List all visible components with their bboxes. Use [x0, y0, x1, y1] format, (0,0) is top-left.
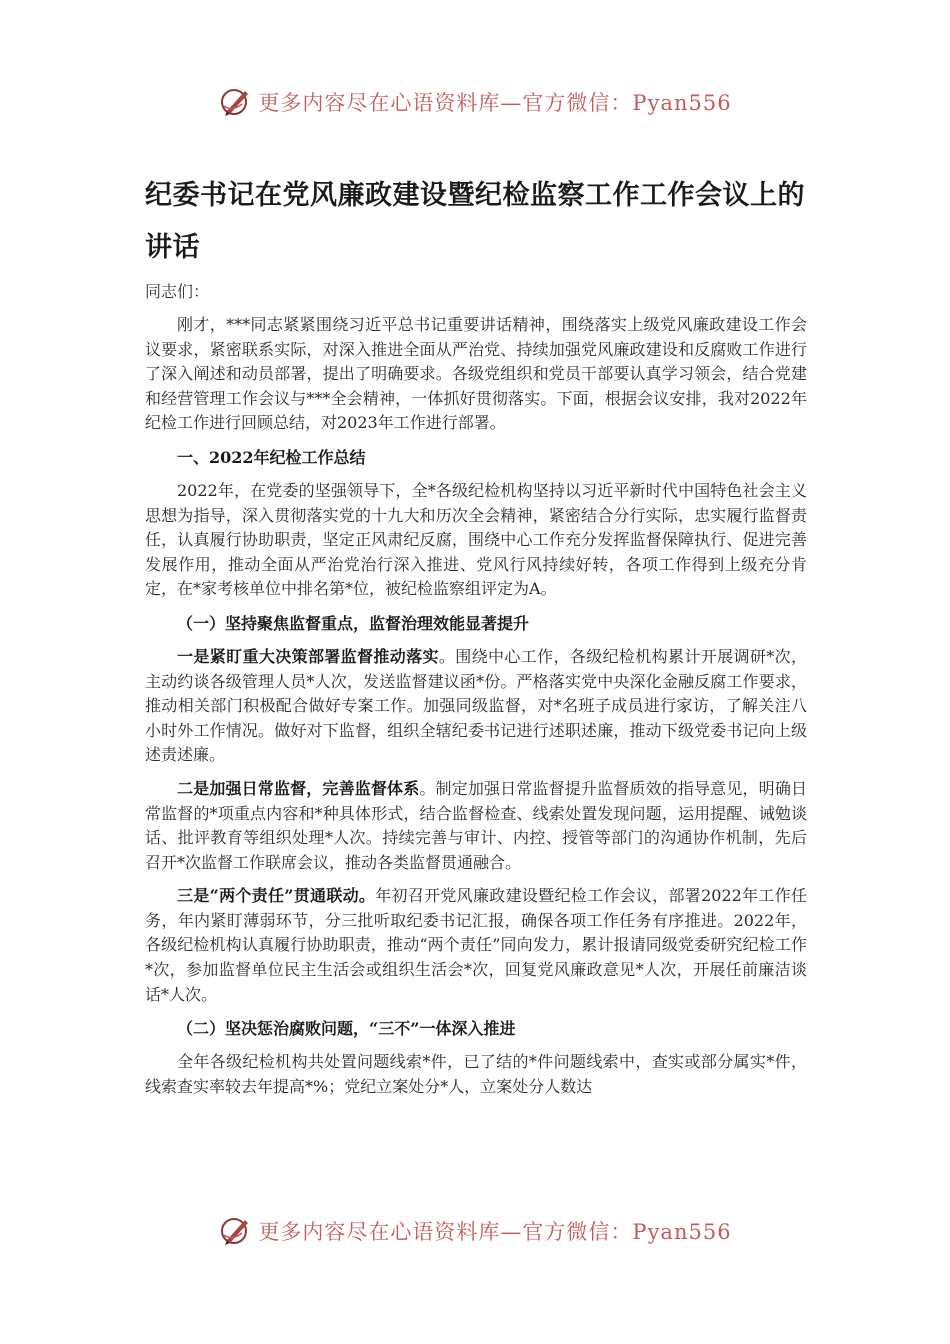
item3-lead: 三是“两个责任”贯通联动。 — [177, 886, 376, 906]
pen-logo-icon — [218, 1213, 254, 1249]
document-title: 纪委书记在党风廉政建设暨纪检监察工作工作会议上的讲话 — [145, 180, 805, 263]
salutation: 同志们： — [145, 282, 210, 301]
pen-logo-icon — [218, 84, 254, 120]
subsection1-heading: （一）坚持聚焦监督重点，监督治理效能显著提升 — [177, 613, 530, 633]
watermark-banner-bottom — [0, 1209, 950, 1253]
watermark-text: 更多内容尽在心语资料库—官方微信：Pyan556 — [258, 91, 732, 115]
item1-text: 。围绕中心工作，各级纪检机构累计开展调研*次，主动约谈各级管理人员*人次，发送监督建议函*份。严格落实党中央深化金融反腐工作要求，推动相关部门积极配合做好专案工作。加强同级监督，对*名班子成员进行家访，了解关注八小时外工作情况。做好对下监督，组织全辖纪委书记进行述职述廉，推动下级党委书记向上级述责述廉。 — [145, 646, 807, 765]
item2-lead: 二是加强日常监督，完善监督体系 — [177, 778, 420, 798]
item1-lead: 一是紧盯重大决策部署监督推动落实 — [177, 646, 439, 666]
intro-paragraph: 刚才，***同志紧紧围绕习近平总书记重要讲话精神，围绕落实上级党风廉政建设工作会议要求，紧密联系实际，对深入推进全面从严治党、持续加强党风廉政建设和反腐败工作进行了深入阐述和动员部署，提出了明确要求。各级党组织和党员干部要认真学习领会，结合党建和经营管理工作会议与***全会精神，一体抓好贯彻落实。下面，根据会议安排，我对2022年纪检工作进行回顾总结，对2023年工作进行部署。 — [145, 315, 807, 433]
item2-paragraph — [145, 777, 807, 875]
subsection2-paragraph: 全年各级纪检机构共处置问题线索*件，已了结的*件问题线索中，查实或部分属实*件，线索查实率较去年提高*%；党纪立案处分*人，立案处分人数达 — [145, 1052, 807, 1096]
item1-paragraph — [145, 645, 807, 768]
section1-paragraph: 2022年，在党委的坚强领导下，全*各级纪检机构坚持以习近平新时代中国特色社会主义思想为指导，深入贯彻落实党的十九大和历次全会精神，紧密结合分行实际，忠实履行监督责任，认真履行协助职责，坚定正风肃纪反腐，围绕中心工作充分发挥监督保障执行、促进完善发展作用，推动全面从严治党治行深入推进、党风行风持续好转，各项工作得到上级充分肯定，在*家考核单位中排名第*位，被纪检监察组评定为A。 — [145, 480, 807, 599]
section1-heading: 一、2022年纪检工作总结 — [177, 447, 366, 467]
watermark-banner-top — [0, 80, 950, 124]
watermark-text: 更多内容尽在心语资料库—官方微信：Pyan556 — [258, 1220, 732, 1244]
subsection2-heading: （二）坚决惩治腐败问题，“三不”一体深入推进 — [177, 1019, 516, 1039]
item2-text: 。制定加强日常监督提升监督质效的指导意见，明确日常监督的*项重点内容和*种具体形式，结合监督检查、线索处置发现问题，运用提醒、诫勉谈话、批评教育等组织处理*人次。持续完善与审计、内控、授管等部门的沟通协作机制，先后召开*次监督工作联席会议，推动各类监督贯通融合。 — [145, 778, 807, 872]
item3-paragraph — [145, 884, 807, 1007]
document-body — [145, 170, 807, 1108]
item3-text: 年初召开党风廉政建设暨纪检工作会议，部署2022年工作任务，年内紧盯薄弱环节，分三批听取纪委书记汇报，确保各项工作任务有序推进。2022年，各级纪检机构认真履行协助职责，推动“两个责任”同向发力，累计报请同级党委研究纪检工作*次，参加监督单位民主生活会或组织生活会*次，回复党风廉政意见*人次，开展任前廉洁谈话*人次。 — [145, 886, 807, 1004]
